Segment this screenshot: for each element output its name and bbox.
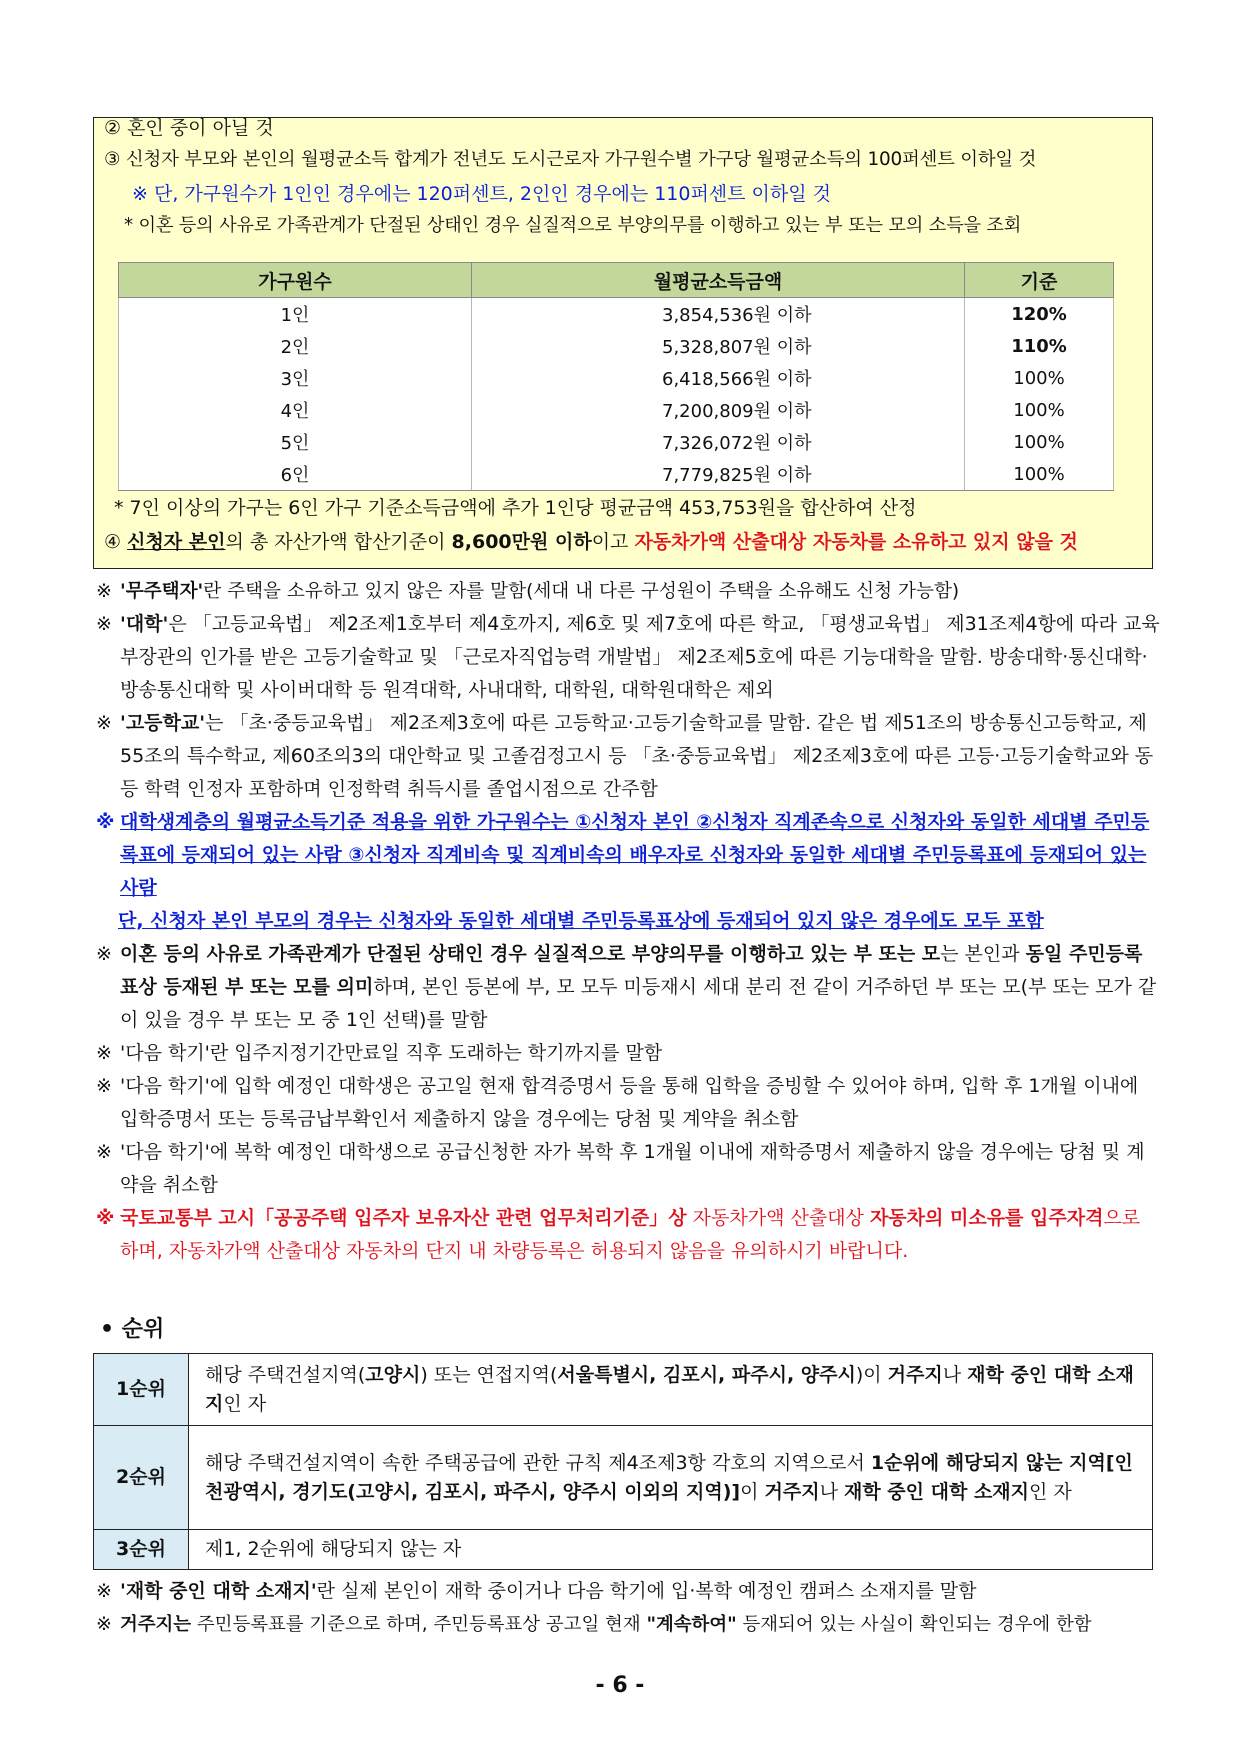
condition-3: ③ 신청자 부모와 본인의 월평균소득 합계가 전년도 도시근로자 가구원수별 가구당 월평균소득의 100퍼센트 이하일 것 bbox=[104, 149, 1037, 170]
table-row bbox=[119, 394, 1114, 426]
income-table bbox=[118, 262, 1114, 491]
table-row bbox=[119, 458, 1114, 491]
note-term: '고등학교' bbox=[120, 712, 206, 734]
table-row bbox=[119, 426, 1114, 458]
vehicle-b2: 자동차의 미소유를 입주자격 bbox=[869, 1207, 1104, 1229]
note-vehicle bbox=[96, 1202, 1160, 1268]
note-mark: ※ bbox=[96, 580, 112, 602]
note-mark: ※ bbox=[96, 1075, 112, 1097]
rank-desc: 해당 주택건설지역이 속한 주택공급에 관한 규칙 제4조제3항 각호의 지역으로서 1순위에 해당되지 않는 지역[인천광역시, 경기도(고양시, 김포시, 파주시, 양주시 이외의 지역)]이 거주지나 재학 중인 대학 소재지인 자 bbox=[189, 1426, 1153, 1530]
note-mark: ※ bbox=[96, 1613, 112, 1635]
cell-amount: 7,326,072원 이하 bbox=[472, 426, 965, 458]
note-mark: ※ bbox=[96, 1580, 112, 1602]
cell-members: 1인 bbox=[119, 298, 472, 331]
household-members-sub: 단, 신청자 본인 부모의 경우는 신청자와 동일한 세대별 주민등록표상에 등재되어 있지 않은 경우에도 모두 포함 bbox=[118, 910, 1044, 932]
cell-amount: 7,200,809원 이하 bbox=[472, 394, 965, 426]
rank-title: • 순위 bbox=[100, 1317, 165, 1342]
table-row bbox=[94, 1530, 1153, 1570]
divorce-note: * 이혼 등의 사유로 가족관계가 단절된 상태인 경우 실질적으로 부양의무를 이행하고 있는 부 또는 모의 소득을 조회 bbox=[124, 215, 1022, 236]
note-text: 은 「고등교육법」 제2조제1호부터 제4호까지, 제6호 및 제7호에 따른 학교, 「평생교육법」 제31조제4항에 따라 교육부장관의 인가를 받은 고등기술학교 및 「근로자직업능력 개발법」 제2조제5호에 따른 기능대학을 말함. 방송대학·통신대학·방송통신대학 및 사이버대학 등 원격대학, 사내대학, 대학원, 대학원대학은 제외 bbox=[120, 613, 1160, 701]
vehicle-t1: 자동차가액 산출대상 bbox=[686, 1207, 870, 1229]
note-return bbox=[96, 1136, 1160, 1202]
col-amount: 월평균소득금액 bbox=[472, 263, 965, 298]
cell-standard: 100% bbox=[965, 362, 1114, 394]
cell-standard: 110% bbox=[965, 330, 1114, 362]
divorce-bold2: 동일 주민등록표상 등재된 부 또는 모를 의미 bbox=[120, 943, 1143, 998]
divorce-bold: 이혼 등의 사유로 가족관계가 단절된 상태인 경우 실질적으로 부양의무를 이행하고 있는 부 또는 모 bbox=[120, 943, 941, 965]
cell-amount: 7,779,825원 이하 bbox=[472, 458, 965, 491]
cell-members: 5인 bbox=[119, 426, 472, 458]
condition-4-num: ④ bbox=[104, 531, 122, 553]
page-number: - 6 - bbox=[595, 1673, 645, 1698]
note-mark: ※ bbox=[96, 712, 112, 734]
next-semester-text: '다음 학기'란 입주지정기간만료일 직후 도래하는 학기까지를 말함 bbox=[120, 1042, 663, 1064]
note-homeless bbox=[96, 575, 1160, 608]
return-text: '다음 학기'에 복학 예정인 대학생으로 공급신청한 자가 복학 후 1개월 이내에 재학증명서 제출하지 않을 경우에는 당첨 및 계약을 취소함 bbox=[120, 1141, 1145, 1196]
note-term: '대학' bbox=[120, 613, 169, 635]
col-members: 가구원수 bbox=[119, 263, 472, 298]
rank-label: 1순위 bbox=[94, 1354, 189, 1426]
condition-4 bbox=[104, 528, 1078, 556]
note-text: 란 주택을 소유하고 있지 않은 자를 말함(세대 내 다른 구성원이 주택을 소유해도 신청 가능함) bbox=[203, 581, 960, 602]
table-row bbox=[119, 362, 1114, 394]
note-term: 거주지는 bbox=[120, 1614, 192, 1635]
income-table-header bbox=[119, 263, 1114, 298]
rank-label: 3순위 bbox=[94, 1530, 189, 1570]
note-admission bbox=[96, 1070, 1160, 1136]
note-household-members bbox=[96, 806, 1160, 938]
condition-2: ② 혼인 중이 아닐 것 bbox=[104, 117, 274, 139]
condition-3-exception: ※ 단, 가구원수가 1인인 경우에는 120퍼센트, 2인인 경우에는 110퍼센트 이하일 것 bbox=[132, 183, 832, 205]
rank-table bbox=[93, 1353, 1153, 1570]
condition-4-text2: 이고 bbox=[591, 531, 635, 553]
cell-standard: 120% bbox=[965, 298, 1114, 331]
vehicle-b1: 국토교통부 고시「공공주택 입주자 보유자산 관련 업무처리기준」상 bbox=[120, 1207, 687, 1229]
note-mark: ※ bbox=[96, 1207, 115, 1229]
cell-amount: 5,328,807원 이하 bbox=[472, 330, 965, 362]
note-next-semester bbox=[96, 1037, 1160, 1070]
household-members-text: 대학생계층의 월평균소득기준 적용을 위한 가구원수는 ①신청자 본인 ②신청자 직계존속으로 신청자와 동일한 세대별 주민등록표에 등재되어 있는 사람 ③신청자 직계비속 및 직계비속의 배우자로 신청자와 동일한 세대별 주민등록표에 등재되어 있는 사람 bbox=[120, 811, 1150, 899]
col-standard: 기준 bbox=[965, 263, 1114, 298]
note-text: 란 실제 본인이 재학 중이거나 다음 학기에 입·복학 예정인 캠퍼스 소재지를 말함 bbox=[316, 1580, 977, 1602]
divorce-mid: 는 본인과 bbox=[940, 943, 1026, 965]
admission-text: '다음 학기'에 입학 예정인 대학생은 공고일 현재 합격증명서 등을 통해 입학을 증빙할 수 있어야 하며, 입학 후 1개월 이내에 입학증명서 또는 등록금납부확인서 제출하지 않을 경우에는 당첨 및 계약을 취소함 bbox=[120, 1075, 1139, 1130]
condition-4-subject: 신청자 본인 bbox=[127, 531, 226, 553]
rank-desc: 제1, 2순위에 해당되지 않는 자 bbox=[189, 1530, 1153, 1570]
note-university bbox=[96, 608, 1160, 707]
note-text: 는 「초·중등교육법」 제2조제3호에 따른 고등학교·고등기술학교를 말함. 같은 법 제51조의 방송통신고등학교, 제55조의 특수학교, 제60조의3의 대안학교 및 고졸검정고시 등 「초·중등교육법」 제2조제3호에 따른 고등·고등기술학교와 동등 학력 인정자 포함하며 인정학력 취득시를 졸업시점으로 간주함 bbox=[120, 712, 1154, 800]
condition-4-asset-limit: 8,600만원 이하 bbox=[451, 531, 592, 553]
divorce-text: 하며, 본인 등본에 부, 모 모두 미등재시 세대 분리 전 같이 거주하던 부 또는 모(부 또는 모가 같이 있을 경우 부 또는 모 중 1인 선택)를 말함 bbox=[120, 976, 1157, 1031]
cell-standard: 100% bbox=[965, 458, 1114, 491]
cell-standard: 100% bbox=[965, 394, 1114, 426]
note-mark: ※ bbox=[96, 943, 112, 965]
note-mark: ※ bbox=[96, 1141, 112, 1163]
condition-4-car: 자동차가액 산출대상 자동차를 소유하고 있지 않을 것 bbox=[634, 531, 1078, 553]
note-term: '재학 중인 대학 소재지' bbox=[120, 1580, 317, 1602]
note-mark: ※ bbox=[96, 1042, 112, 1064]
note-highschool bbox=[96, 707, 1160, 806]
table-row bbox=[94, 1426, 1153, 1530]
vehicle-t2: 으로 하며, 자동차가액 산출대상 자동차의 단지 내 차량등록은 허용되지 않음을 유의하시기 바랍니다. bbox=[120, 1207, 1141, 1262]
cell-members: 3인 bbox=[119, 362, 472, 394]
note-divorce bbox=[96, 938, 1160, 1037]
note-residence: ※ 거주지는 주민등록표를 기준으로 하며, 주민등록표상 공고일 현재 "계속하여" 등재되어 있는 사실이 확인되는 경우에 한함 bbox=[96, 1608, 1160, 1641]
cell-standard: 100% bbox=[965, 426, 1114, 458]
table-row bbox=[119, 330, 1114, 362]
note-mark: ※ bbox=[96, 613, 112, 635]
cell-amount: 3,854,536원 이하 bbox=[472, 298, 965, 331]
table-row bbox=[119, 298, 1114, 331]
cell-amount: 6,418,566원 이하 bbox=[472, 362, 965, 394]
rank-desc: 해당 주택건설지역(고양시) 또는 연접지역(서울특별시, 김포시, 파주시, 양주시)이 거주지나 재학 중인 대학 소재지인 자 bbox=[189, 1354, 1153, 1426]
condition-4-text: 의 총 자산가액 합산기준이 bbox=[225, 531, 452, 553]
seven-person-note: * 7인 이상의 가구는 6인 가구 기준소득금액에 추가 1인당 평균금액 453,753원을 합산하여 산정 bbox=[114, 497, 917, 519]
note-school-location bbox=[96, 1575, 1160, 1608]
table-row bbox=[94, 1354, 1153, 1426]
note-term: '무주택자' bbox=[120, 581, 204, 602]
cell-members: 2인 bbox=[119, 330, 472, 362]
rank-label: 2순위 bbox=[94, 1426, 189, 1530]
cell-members: 4인 bbox=[119, 394, 472, 426]
cell-members: 6인 bbox=[119, 458, 472, 491]
note-mark: ※ bbox=[96, 811, 115, 833]
